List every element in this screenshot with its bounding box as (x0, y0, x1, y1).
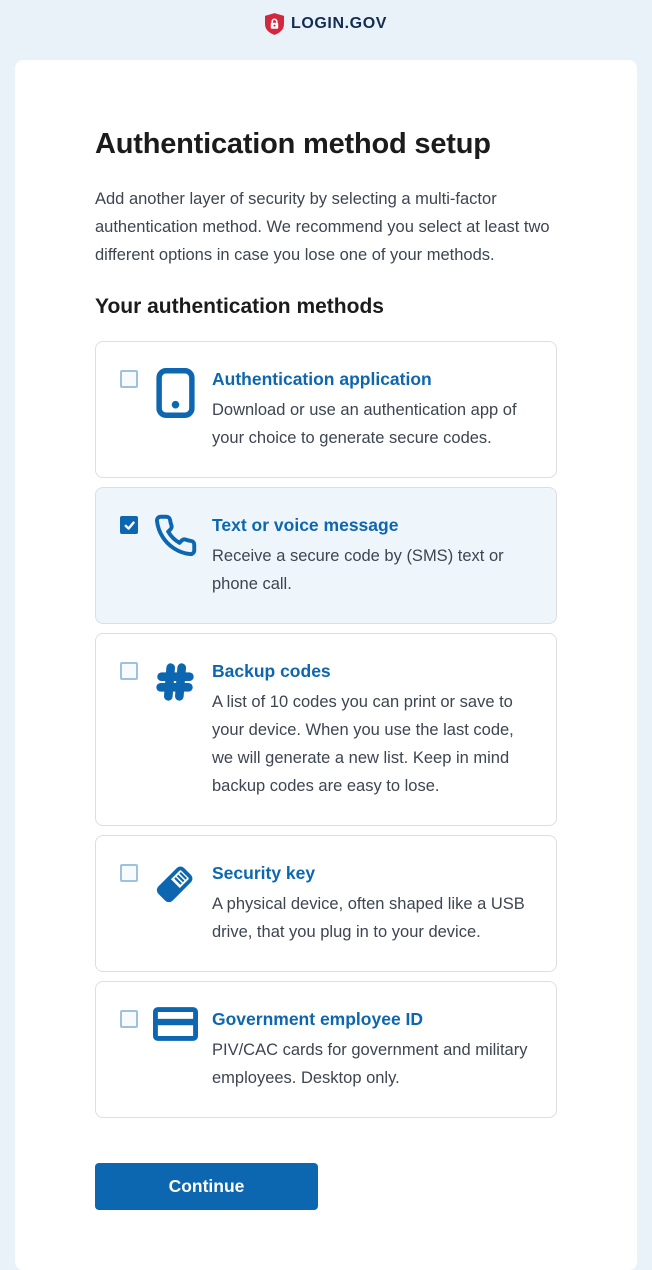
method-description: Receive a secure code by (SMS) text or phone call. (212, 547, 504, 593)
method-text (212, 367, 538, 452)
method-option-text-or-voice-message[interactable] (95, 487, 557, 624)
method-description: A list of 10 codes you can print or save to your device. When you use the last code, we will generate a new list. Keep in mind backup codes are easy to lose. (212, 693, 514, 795)
login-gov-logo[interactable] (265, 13, 387, 35)
hash-icon (152, 659, 198, 705)
method-text (212, 861, 538, 946)
method-description: Download or use an authentication app of your choice to generate secure codes. (212, 401, 517, 447)
mobile-app-icon (152, 367, 198, 419)
method-title: Government employee ID (212, 1009, 424, 1029)
method-text (212, 513, 538, 598)
logo-text: LOGIN.GOV (290, 14, 388, 32)
content-card (15, 60, 637, 1270)
method-text (212, 1007, 538, 1092)
method-title: Security key (212, 863, 316, 883)
method-description: A physical device, often shaped like a USB drive, that you plug in to your device. (212, 895, 525, 941)
security-key-checkbox[interactable] (120, 864, 138, 882)
method-option-government-employee-id[interactable] (95, 981, 557, 1118)
government-employee-id-checkbox[interactable] (120, 1010, 138, 1028)
continue-button[interactable]: Continue (95, 1163, 318, 1210)
method-title: Text or voice message (212, 515, 399, 535)
usb-security-key-icon (152, 861, 198, 907)
method-description: PIV/CAC cards for government and military employees. Desktop only. (212, 1041, 528, 1087)
method-text (212, 659, 538, 800)
shield-lock-icon (265, 13, 284, 35)
id-card-icon (152, 1007, 198, 1041)
intro-text: Add another layer of security by selecting a multi-factor authentication method. We recommend you select at least two different options in case you lose one of your methods. (95, 190, 550, 264)
page-title: Authentication method setup (95, 128, 491, 160)
section-heading: Your authentication methods (95, 295, 384, 318)
method-title: Backup codes (212, 661, 331, 681)
backup-codes-checkbox[interactable] (120, 662, 138, 680)
method-option-authentication-application[interactable] (95, 341, 557, 478)
site-header (0, 0, 652, 47)
method-option-backup-codes[interactable] (95, 633, 557, 826)
text-or-voice-message-checkbox[interactable] (120, 516, 138, 534)
authentication-application-checkbox[interactable] (120, 370, 138, 388)
method-option-security-key[interactable] (95, 835, 557, 972)
method-list (95, 341, 557, 1118)
phone-handset-icon (152, 513, 198, 558)
method-title: Authentication application (212, 369, 432, 389)
